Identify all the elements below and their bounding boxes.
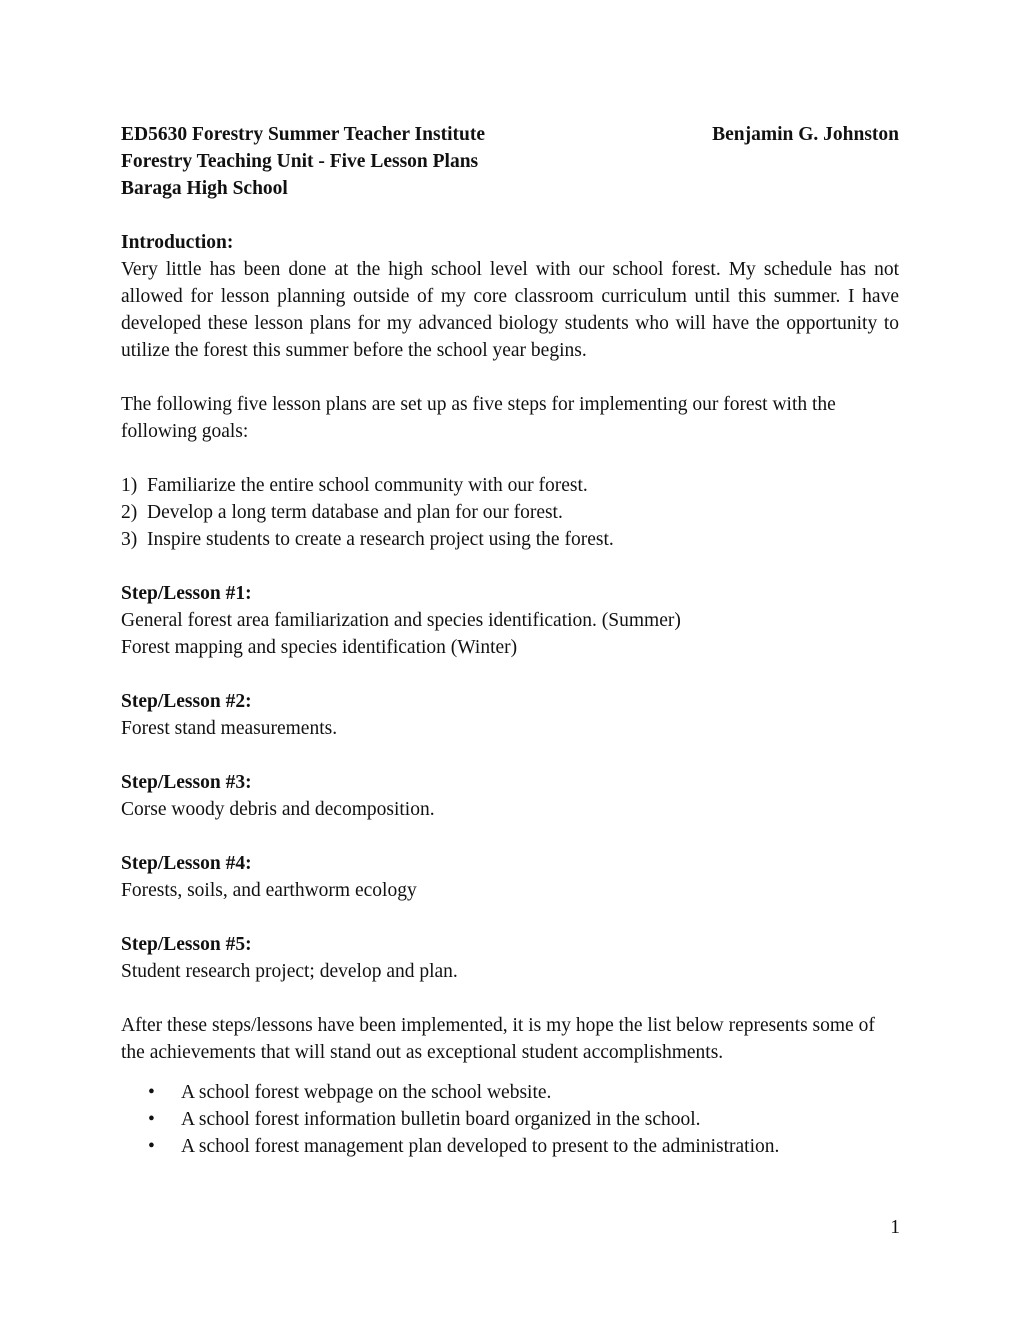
lesson-3 (121, 769, 899, 823)
bullet-icon: • (148, 1109, 155, 1130)
achievement-item (121, 1079, 899, 1106)
goal-item (121, 526, 899, 553)
lesson-line: Forest stand measurements. (121, 718, 338, 739)
author-name: Benjamin G. Johnston (712, 124, 899, 145)
lesson-line: Forest mapping and species identification (Winter) (121, 637, 518, 658)
lesson-line: General forest area familiarization and species identification. (Summer) (121, 610, 681, 631)
school-name: Baraga High School (121, 178, 288, 199)
lesson-heading: Step/Lesson #4: (121, 853, 252, 874)
achievements-intro: After these steps/lessons have been implemented, it is my hope the list below represents some of the achievements that will stand out as exceptional student accomplishments. (121, 1015, 875, 1063)
goal-number: 1) (121, 475, 138, 496)
goal-item (121, 472, 899, 499)
bullet-icon: • (148, 1136, 155, 1157)
achievement-item (121, 1106, 899, 1133)
achievement-text: A school forest information bulletin board organized in the school. (181, 1109, 701, 1130)
goal-item (121, 499, 899, 526)
goal-text: Develop a long term database and plan for our forest. (147, 502, 563, 523)
goal-text: Inspire students to create a research project using the forest. (147, 529, 614, 550)
achievement-text: A school forest webpage on the school website. (181, 1082, 552, 1103)
achievement-item (121, 1133, 899, 1160)
bullet-icon: • (148, 1082, 155, 1103)
goals-intro: The following five lesson plans are set up as five steps for implementing our forest with the following goals: (121, 394, 836, 442)
page-number: 1 (890, 1217, 900, 1238)
lesson-heading: Step/Lesson #2: (121, 691, 252, 712)
achievement-text: A school forest management plan developed to present to the administration. (181, 1136, 780, 1157)
lesson-line: Corse woody debris and decomposition. (121, 799, 435, 820)
lesson-heading: Step/Lesson #3: (121, 772, 252, 793)
lesson-4 (121, 850, 899, 904)
header-row (121, 121, 899, 148)
document-page (121, 121, 899, 1160)
achievements-list (121, 1079, 899, 1160)
goal-number: 2) (121, 502, 138, 523)
lesson-5 (121, 931, 899, 985)
lesson-2 (121, 688, 899, 742)
introduction-heading: Introduction: (121, 232, 234, 253)
lesson-line: Student research project; develop and plan. (121, 961, 458, 982)
lesson-heading: Step/Lesson #1: (121, 583, 252, 604)
goal-number: 3) (121, 529, 138, 550)
goal-text: Familiarize the entire school community with our forest. (147, 475, 588, 496)
unit-title: Forestry Teaching Unit - Five Lesson Plans (121, 151, 479, 172)
goals-list (121, 472, 899, 553)
lesson-heading: Step/Lesson #5: (121, 934, 252, 955)
course-title: ED5630 Forestry Summer Teacher Institute (121, 124, 485, 145)
lesson-line: Forests, soils, and earthworm ecology (121, 880, 417, 901)
introduction-paragraph: Very little has been done at the high school level with our school forest. My schedule has not allowed for lesson planning outside of my core classroom curriculum until this summer. I have developed these lesson plans for my advanced biology students who will have the opportunity to utilize the forest this summer before the school year begins. (121, 259, 899, 361)
lesson-1 (121, 580, 899, 661)
